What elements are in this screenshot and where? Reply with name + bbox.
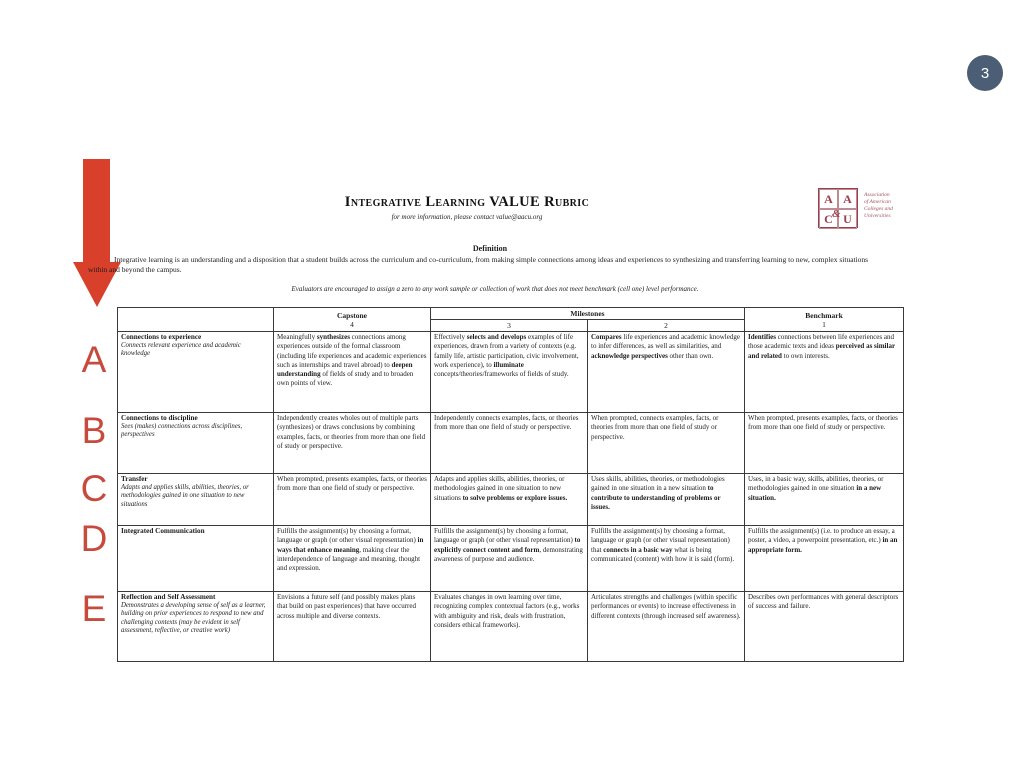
slide-number-badge: [967, 55, 1003, 91]
definition-text: Integrative learning is an understanding and a disposition that a student builds across the curriculum and co-curriculum, from making simple connections among ideas and experiences to synthesizing and transferring learning to new, complex situations within and beyond the campus.: [88, 255, 869, 274]
rubric-cell: Effectively selects and develops examples of life experiences, drawn from a variety of contexts (e.g. family life, artistic participation, civic involvement, work experience), to illuminate concepts/theories/frameworks of fields of study.: [431, 332, 588, 413]
criterion-cell: [118, 526, 274, 592]
criterion-cell: [118, 413, 274, 474]
capstone-header-cell: [274, 308, 431, 332]
document-header: [117, 194, 817, 221]
rubric-header: [118, 308, 904, 332]
evaluators-note: Evaluators are encouraged to assign a zero to any work sample or collection of work that does not meet benchmark (cell one) level performance.: [291, 285, 699, 293]
rubric-cell: Articulates strengths and challenges (within specific performances or events) to increase effectiveness in different contexts (through increased self awareness).: [588, 592, 745, 662]
page-subtitle: for more information, please contact value@aacu.org: [391, 213, 543, 221]
slide-number: 3: [980, 64, 990, 82]
aacu-logo: [818, 186, 908, 234]
logo-org-name: Association of American Colleges and Universities: [864, 192, 893, 219]
logo-ampersand: &: [832, 208, 841, 220]
benchmark-level: 1: [822, 319, 826, 329]
criterion-name: Reflection and Self Assessment: [121, 593, 216, 601]
rubric-row-E: [118, 592, 904, 662]
rubric-cell: Fulfills the assignment(s) by choosing a format, language or graph (or other visual representation) in ways that enhance meaning, making clear the interdependence of language and meaning, thought and expression.: [274, 526, 431, 592]
criterion-name: Connections to discipline: [121, 414, 198, 422]
rubric-cell: Meaningfully synthesizes connections among experiences outside of the formal classroom (including life experiences and academic experiences such as internships and travel abroad) to deepen understanding of fields of study and to broaden own points of view.: [274, 332, 431, 413]
criterion-name: Transfer: [121, 475, 148, 483]
logo-letter: A: [819, 189, 838, 209]
rubric-cell: When prompted, presents examples, facts, or theories from more than one field of study or perspective.: [274, 474, 431, 526]
criteria-header-cell: [118, 308, 274, 332]
rubric-row-A: [118, 332, 904, 413]
rubric-cell: When prompted, presents examples, facts, or theories from more than one field of study or perspective.: [745, 413, 904, 474]
rubric-cell: Fulfills the assignment(s) by choosing a format, language or graph (or other visual representation) that connects in a basic way what is being communicated (content) with how it is said (form).: [588, 526, 745, 592]
criterion-cell: [118, 474, 274, 526]
logo-letter: U: [838, 209, 857, 229]
milestones-label: Milestones: [431, 308, 745, 320]
logo-letter: A: [838, 189, 857, 209]
rubric-cell: Uses skills, abilities, theories, or methodologies gained in one situation in a new situation to contribute to understanding of problems or issues.: [588, 474, 745, 526]
criterion-description: Sees (makes) connections across disciplines, perspectives: [121, 422, 243, 439]
rubric-row-D: [118, 526, 904, 592]
rubric-cell: Independently connects examples, facts, or theories from more than one field of study or perspective.: [431, 413, 588, 474]
criterion-description: Demonstrates a developing sense of self as a learner, building on prior experiences to respond to new and challenging contexts (may be evident in self assessment, reflective, or creative work): [121, 601, 266, 635]
page-title: Integrative Learning VALUE Rubric: [344, 194, 590, 210]
rubric-cell: Fulfills the assignment(s) by choosing a format, language or graph (or other visual representation) to explicitly connect content and form, demonstrating awareness of purpose and audience.: [431, 526, 588, 592]
row-letters: [74, 0, 114, 768]
rubric-cell: Describes own performances with general descriptors of success and failure.: [745, 592, 904, 662]
capstone-level: 4: [350, 319, 354, 329]
criterion-description: Connects relevant experience and academic knowledge: [121, 341, 241, 358]
criterion-name: Integrated Communication: [121, 527, 205, 535]
milestone-level-2: 2: [588, 320, 745, 332]
rubric-cell: Independently creates wholes out of multiple parts (synthesizes) or draws conclusions by combining examples, facts, or theories from more than one field of study or perspective.: [274, 413, 431, 474]
rubric-row-B: [118, 413, 904, 474]
rubric-cell: Uses, in a basic way, skills, abilities, theories, or methodologies gained in one situation in a new situation.: [745, 474, 904, 526]
criterion-name: Connections to experience: [121, 333, 202, 341]
rubric-cell: When prompted, connects examples, facts, or theories from more than one field of study or perspective.: [588, 413, 745, 474]
row-letter-A: A: [81, 339, 107, 380]
criterion-cell: [118, 332, 274, 413]
rubric-body: [118, 332, 904, 662]
benchmark-label: Benchmark: [805, 310, 843, 320]
benchmark-header-cell: [745, 308, 904, 332]
milestone-level-3: 3: [431, 320, 588, 332]
rubric-row-C: [118, 474, 904, 526]
logo-letter: C: [819, 209, 838, 229]
rubric-cell: Adapts and applies skills, abilities, theories, or methodologies gained in one situation to new situations to solve problems or explore issues.: [431, 474, 588, 526]
rubric-table: [117, 307, 904, 662]
row-letter-C: C: [80, 468, 108, 509]
capstone-label: Capstone: [336, 310, 367, 320]
row-letter-D: D: [80, 518, 108, 559]
row-letter-B: B: [81, 410, 107, 451]
rubric-cell: Compares life experiences and academic knowledge to infer differences, as well as similarities, and acknowledge perspectives other than own.: [588, 332, 745, 413]
criterion-description: Adapts and applies skills, abilities, theories, or methodologies gained in one situation to new situations: [121, 483, 249, 508]
rubric-cell: Evaluates changes in own learning over time, recognizing complex contextual factors (e.g., works with ambiguity and risk, deals with frustration, considers ethical frameworks).: [431, 592, 588, 662]
rubric-cell: Identifies connections between life experiences and those academic texts and ideas perceived as similar and related to own interests.: [745, 332, 904, 413]
row-letter-E: E: [81, 588, 107, 629]
definition-heading: Definition: [472, 244, 508, 253]
rubric-cell: Envisions a future self (and possibly makes plans that build on past experiences) that have occurred across multiple and diverse contexts.: [274, 592, 431, 662]
criterion-cell: [118, 592, 274, 662]
rubric-cell: Fulfills the assignment(s) (i.e. to produce an essay, a poster, a video, a powerpoint presentation, etc.) in an appropriate form.: [745, 526, 904, 592]
